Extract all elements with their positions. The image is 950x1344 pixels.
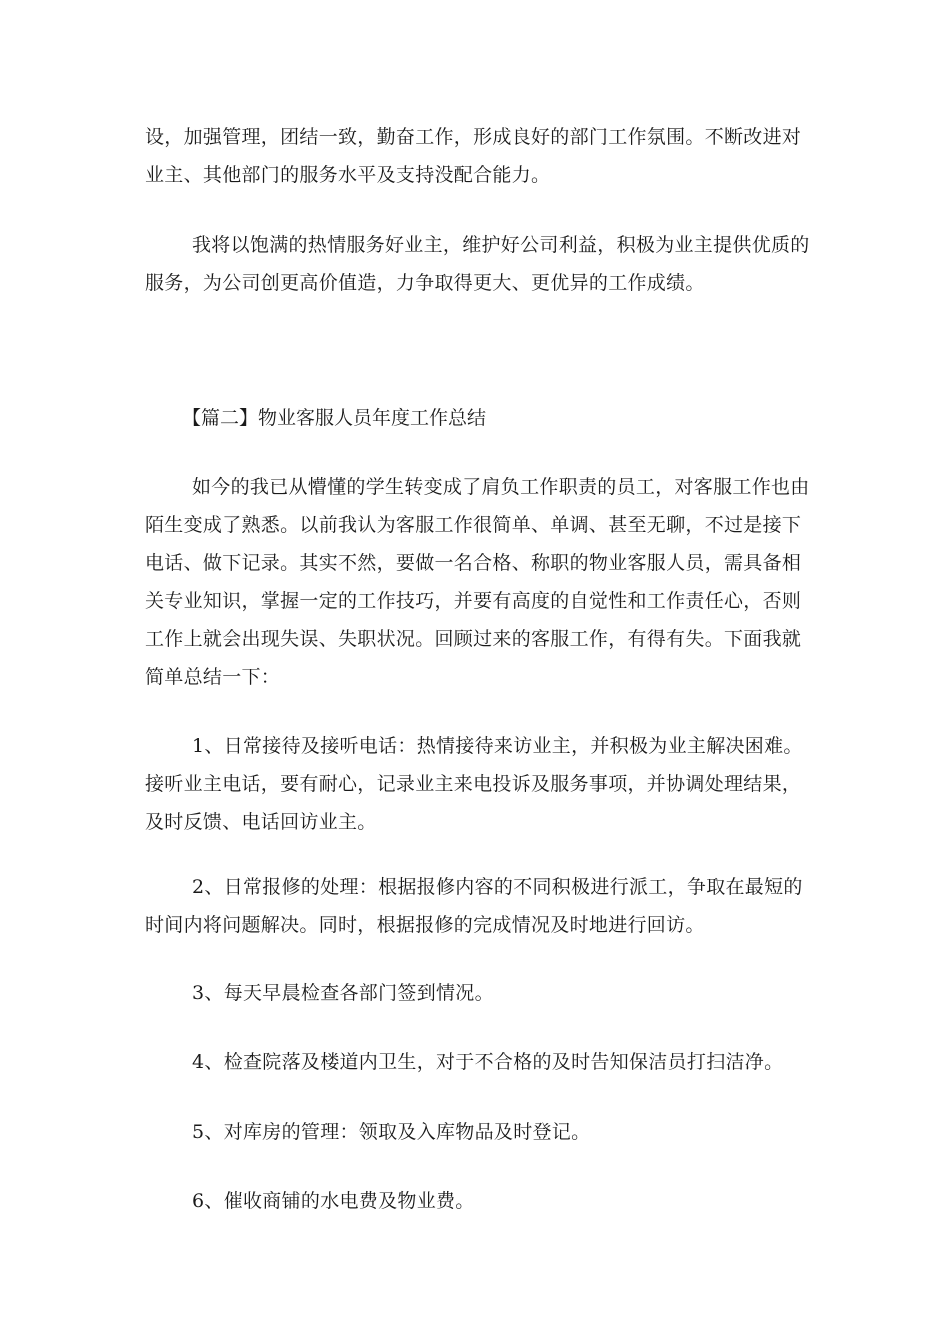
paragraph-commitment xyxy=(145,226,810,302)
text-line: 电话、做下记录。其实不然，要做一名合格、称职的物业客服人员，需具备相 xyxy=(145,552,802,574)
paragraph-continuation xyxy=(145,118,810,194)
text-line: 工作上就会出现失误、失职状况。回顾过来的客服工作，有得有失。下面我就 xyxy=(145,628,802,650)
text-line: 及时反馈、电话回访业主。 xyxy=(145,811,377,833)
text-line: 6、催收商铺的水电费及物业费。 xyxy=(192,1190,475,1212)
paragraph-intro xyxy=(145,468,810,696)
text-line: 2、日常报修的处理：根据报修内容的不同积极进行派工，争取在最短的 xyxy=(192,876,803,898)
text-line: 接听业主电话，要有耐心，记录业主来电投诉及服务事项，并协调处理结果， xyxy=(145,773,802,795)
text-line: 业主、其他部门的服务水平及支持没配合能力。 xyxy=(145,164,551,186)
list-item-6 xyxy=(145,1182,810,1220)
text-line: 设，加强管理，团结一致，勤奋工作，形成良好的部门工作氛围。不断改进对 xyxy=(145,126,802,148)
text-line: 简单总结一下： xyxy=(145,666,281,688)
list-item-3 xyxy=(145,974,810,1012)
text-line: 陌生变成了熟悉。以前我认为客服工作很简单、单调、甚至无聊，不过是接下 xyxy=(145,514,802,536)
text-line: 关专业知识，掌握一定的工作技巧，并要有高度的自觉性和工作责任心，否则 xyxy=(145,590,802,612)
section-heading: 【篇二】物业客服人员年度工作总结 xyxy=(182,407,487,429)
list-item-5 xyxy=(145,1113,810,1151)
text-line: 1、日常接待及接听电话：热情接待来访业主，并积极为业主解决困难。 xyxy=(192,735,803,757)
text-line: 服务，为公司创更高价值造，力争取得更大、更优异的工作成绩。 xyxy=(145,272,705,294)
text-line: 3、每天早晨检查各部门签到情况。 xyxy=(192,982,494,1004)
list-item-1 xyxy=(145,727,810,841)
text-line: 5、对库房的管理：领取及入库物品及时登记。 xyxy=(192,1121,591,1143)
text-line: 我将以饱满的热情服务好业主，维护好公司利益，积极为业主提供优质的 xyxy=(192,234,810,256)
text-line: 如今的我已从懵懂的学生转变成了肩负工作职责的员工，对客服工作也由 xyxy=(192,476,810,498)
text-line: 4、检查院落及楼道内卫生，对于不合格的及时告知保洁员打扫洁净。 xyxy=(192,1051,784,1073)
text-line: 时间内将问题解决。同时，根据报修的完成情况及时地进行回访。 xyxy=(145,914,705,936)
list-item-4 xyxy=(145,1043,810,1081)
list-item-2 xyxy=(145,868,810,944)
